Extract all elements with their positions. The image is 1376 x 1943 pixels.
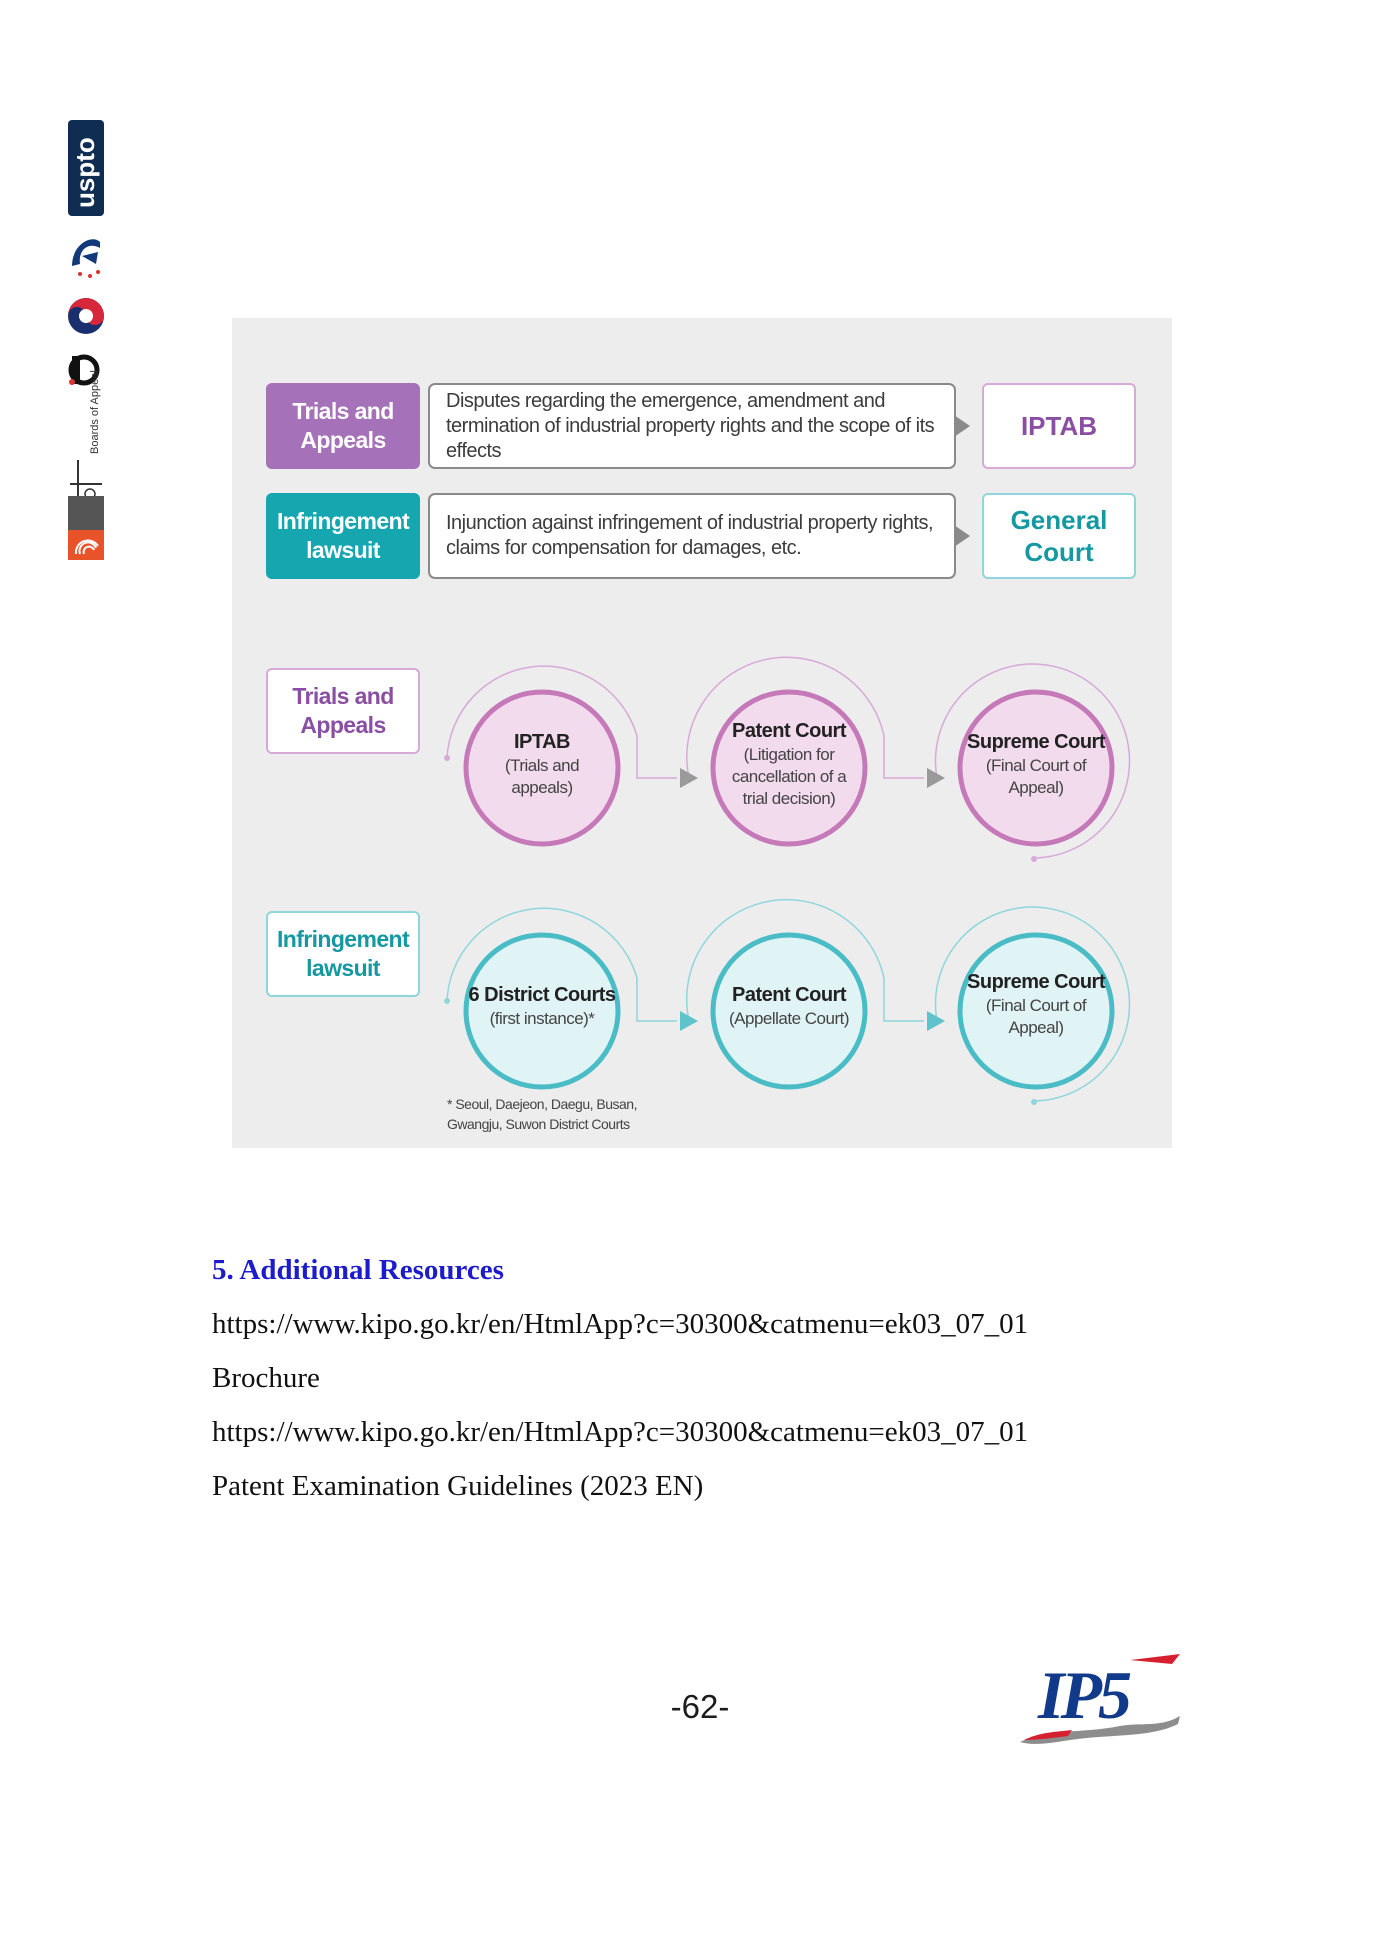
kipo-logo-icon xyxy=(68,298,104,334)
destination-general-court: General Court xyxy=(982,493,1136,579)
step-sub: (Trials and appeals) xyxy=(504,756,580,797)
patent-court-node-2-label xyxy=(714,982,864,1030)
patent-court-node-label xyxy=(714,718,864,810)
step-title: 6 District Courts xyxy=(468,984,616,1006)
district-courts-node-label xyxy=(467,982,617,1030)
step-sub: (Litigation for cancellation of a trial decision) xyxy=(731,745,847,808)
flow-category-trials: Trials and Appeals xyxy=(266,668,420,754)
page-number: -62- xyxy=(670,1688,730,1725)
cnipa-logo-icon xyxy=(72,239,100,278)
boards-of-appeal-text: Boards of Appeal xyxy=(89,370,101,454)
ip5-logo xyxy=(1010,1650,1190,1750)
supreme-court-node-label xyxy=(961,729,1111,799)
resource-link[interactable]: https://www.kipo.go.kr/en/HtmlApp?c=30300&catmenu=ek03_07_01 xyxy=(212,1416,1029,1448)
epo-logo-icon xyxy=(68,496,104,560)
step-sub: (Appellate Court) xyxy=(728,1009,849,1028)
supreme-court-node-2-label xyxy=(961,969,1111,1039)
step-sub: (first instance)* xyxy=(489,1009,595,1028)
boards-of-appeal-logo xyxy=(70,370,102,500)
category-infringement-lawsuit: Infringement lawsuit xyxy=(266,493,420,579)
district-courts-footnote: * Seoul, Daejeon, Daegu, Busan, Gwangju, Suwon District Courts xyxy=(447,1096,637,1132)
description-infringement: Injunction against infringement of industrial property rights, claims for compensation for damages, etc. xyxy=(428,493,956,579)
step-title: Patent Court xyxy=(732,720,846,742)
iptab-node-label xyxy=(467,729,617,799)
step-sub: (Final Court of Appeal) xyxy=(985,756,1087,797)
step-sub: (Final Court of Appeal) xyxy=(985,996,1087,1037)
partner-logos-strip xyxy=(64,120,108,560)
ip5-logo-text: IP5 xyxy=(1038,1657,1128,1733)
description-trials: Disputes regarding the emergence, amendment and termination of industrial property rights and the scope of its effects xyxy=(428,383,956,469)
step-title: IPTAB xyxy=(513,731,570,753)
flow-category-infringement: Infringement lawsuit xyxy=(266,911,420,997)
step-title: Patent Court xyxy=(732,984,846,1006)
step-title: Supreme Court xyxy=(967,731,1105,753)
resource-link[interactable]: https://www.kipo.go.kr/en/HtmlApp?c=30300&catmenu=ek03_07_01 xyxy=(212,1308,1029,1340)
destination-iptab: IPTAB xyxy=(982,383,1136,469)
step-title: Supreme Court xyxy=(967,971,1105,993)
category-trials-and-appeals: Trials and Appeals xyxy=(266,383,420,469)
section-heading: 5. Additional Resources xyxy=(212,1254,504,1286)
resource-label: Brochure xyxy=(212,1362,320,1394)
iptab-appeal-figure xyxy=(232,318,1172,1148)
uspto-logo-text: uspto xyxy=(70,137,100,208)
resource-label: Patent Examination Guidelines (2023 EN) xyxy=(212,1470,704,1502)
